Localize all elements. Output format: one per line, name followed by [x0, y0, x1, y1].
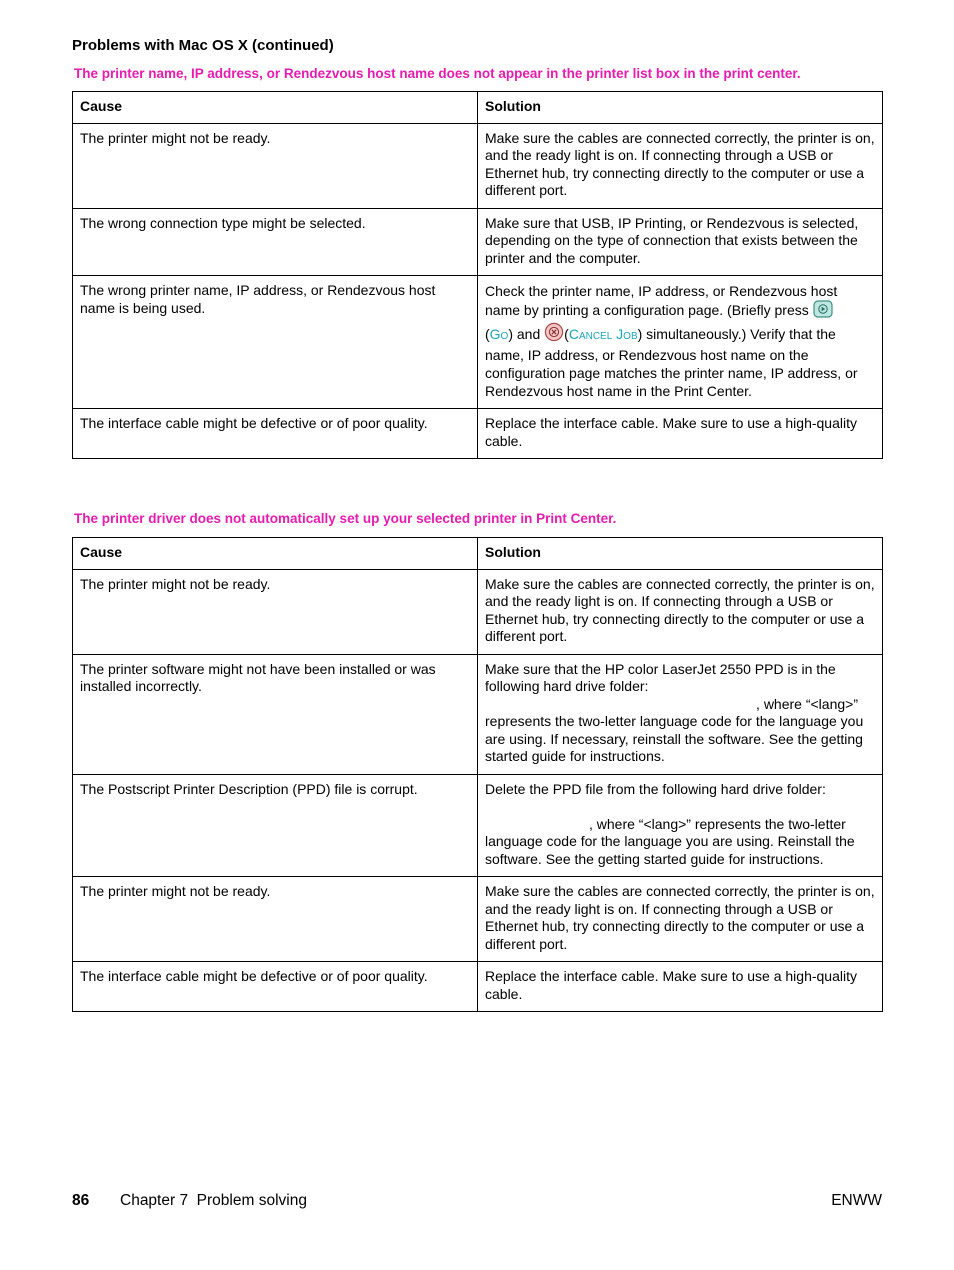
solution-text: language code for the language you are using. Reinstall the software. See the getting started guide for instructions. [485, 833, 855, 867]
table-row [73, 877, 883, 962]
page-number: 86 [72, 1192, 90, 1209]
solution-cell: Replace the interface cable. Make sure to use a high-quality cable. [478, 409, 883, 459]
cause-cell: The printer software might not have been installed or was installed incorrectly. [73, 654, 478, 774]
cause-header: Cause [73, 538, 478, 570]
cause-cell: The wrong printer name, IP address, or Rendezvous host name is being used. [73, 276, 478, 409]
table-row [73, 409, 883, 459]
troubleshooting-table-2 [72, 537, 883, 1012]
table-row [73, 774, 883, 877]
solution-text: Delete the PPD file from the following hard drive folder: [485, 780, 826, 797]
solution-cell: Replace the interface cable. Make sure to use a high-quality cable. [478, 962, 883, 1012]
cause-cell: The wrong connection type might be selected. [73, 208, 478, 276]
solution-text: ) simultaneously.) Verify that the name, IP address, or Rendezvous host name on the configuration page matches the printer name, IP address, or Rendezvous host name in the Print Center. [485, 326, 858, 399]
cause-cell: The interface cable might be defective or of poor quality. [73, 409, 478, 459]
page-heading: Problems with Mac OS X (continued) [72, 37, 334, 54]
cause-cell: The printer might not be ready. [73, 123, 478, 208]
table-row [73, 569, 883, 654]
paren-open: ( [485, 326, 490, 342]
solution-text: Make sure that the HP color LaserJet 2550 PPD is in the following hard drive folder: [485, 660, 836, 694]
solution-cell: Make sure the cables are connected correctly, the printer is on, and the ready light is on. If connecting through a USB or Ethernet hub, try connecting directly to the computer or use a different port. [478, 569, 883, 654]
table-header-row [73, 92, 883, 124]
table-row [73, 208, 883, 276]
solution-cell [478, 654, 883, 774]
solution-cell: Make sure that USB, IP Printing, or Rendezvous is selected, depending on the type of connection that exists between the printer and the computer. [478, 208, 883, 276]
blank-line [485, 798, 875, 816]
table-header-row [73, 538, 883, 570]
solution-text: ) and [508, 326, 541, 342]
cancel-job-button-icon [544, 322, 564, 346]
cause-cell: The printer might not be ready. [73, 569, 478, 654]
solution-cell: Make sure the cables are connected correctly, the printer is on, and the ready light is on. If connecting through a USB or Ethernet hub, try connecting directly to the computer or use a different port. [478, 877, 883, 962]
solution-header: Solution [478, 92, 883, 124]
publisher-code: ENWW [831, 1192, 882, 1209]
solution-cell [478, 774, 883, 877]
solution-text: , where “<lang>” [756, 695, 858, 712]
table-row [73, 123, 883, 208]
cause-cell: The Postscript Printer Description (PPD) file is corrupt. [73, 774, 478, 877]
table-row [73, 962, 883, 1012]
chapter-title: Chapter 7 Problem solving [120, 1192, 307, 1209]
go-key-label: Go [489, 326, 509, 342]
cause-header: Cause [73, 92, 478, 124]
cause-cell: The printer might not be ready. [73, 877, 478, 962]
solution-text: represents the two-letter language code for the language you are using. If necessary, reinstall the software. See the getting started guide for instructions. [485, 713, 864, 764]
table-row [73, 276, 883, 409]
paren-open: ( [564, 326, 569, 342]
solution-text: , where “<lang>” represents the two-letter [589, 815, 846, 832]
cancel-job-key-label: Cancel Job [568, 326, 638, 342]
solution-text: Check the printer name, IP address, or Rendezvous host name by printing a configuration page. (Briefly press [485, 283, 838, 318]
troubleshooting-table-1 [72, 91, 883, 459]
solution-cell [478, 276, 883, 409]
solution-cell: Make sure the cables are connected correctly, the printer is on, and the ready light is on. If connecting through a USB or Ethernet hub, try connecting directly to the computer or use a different port. [478, 123, 883, 208]
cause-cell: The interface cable might be defective or of poor quality. [73, 962, 478, 1012]
go-button-icon [813, 300, 833, 322]
table-row [73, 654, 883, 774]
section-1-title: The printer name, IP address, or Rendezvous host name does not appear in the printer list box in the print center. [74, 66, 801, 81]
solution-header: Solution [478, 538, 883, 570]
section-2-title: The printer driver does not automatically set up your selected printer in Print Center. [74, 511, 617, 526]
